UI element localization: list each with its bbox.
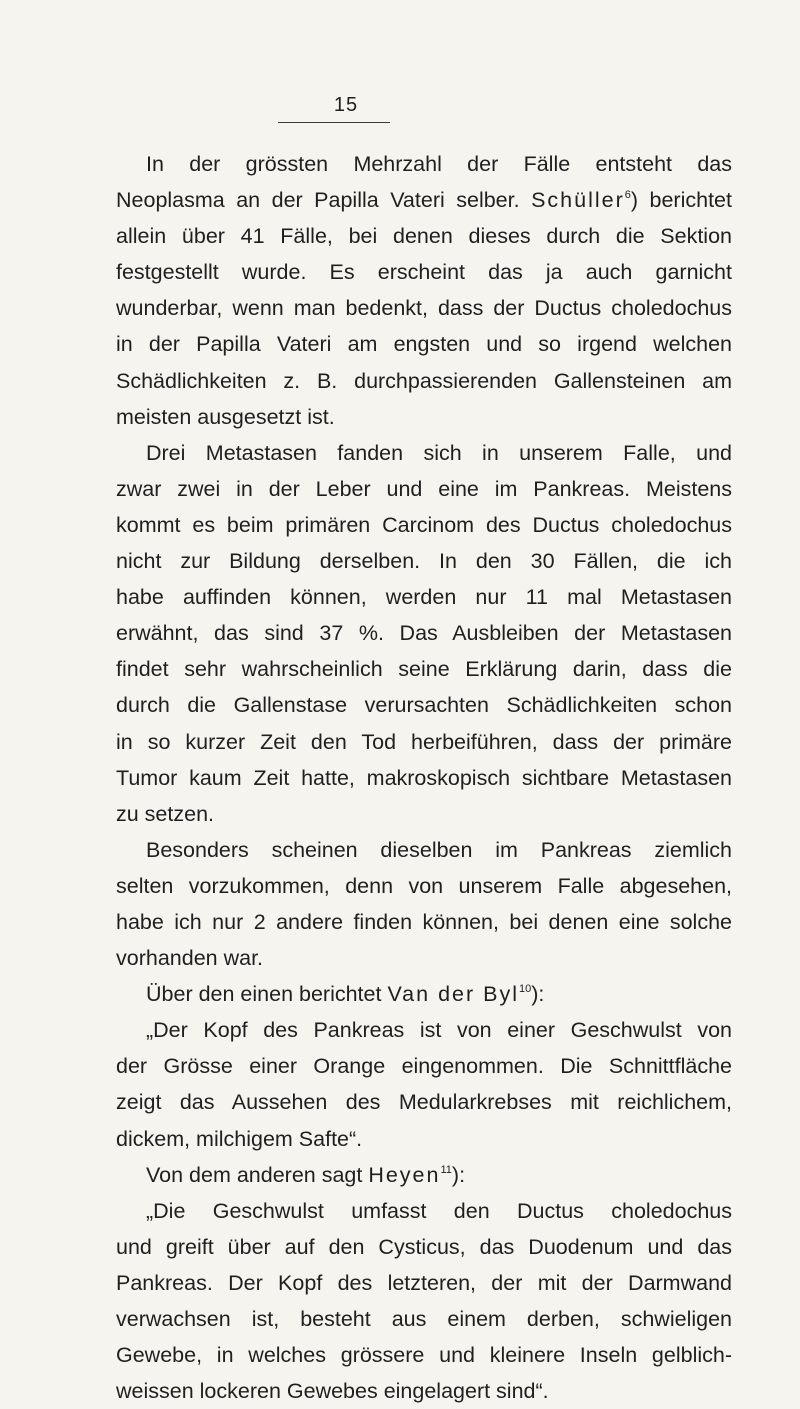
- text-line: „Der Kopf des Pankreas ist von einer Geschwulst von: [146, 1018, 732, 1043]
- text-line: „Die Geschwulst umfasst den Ductus choledochus: [146, 1198, 732, 1223]
- text-line: In der grössten Mehrzahl der Fälle entsteht das: [146, 152, 732, 176]
- text-line: Besonders scheinen dieselben im Pankreas ziemlich: [146, 837, 732, 862]
- author-name: Van der Byl: [387, 982, 519, 1007]
- text-line: habe auffinden können, werden nur 11 mal Metastasen: [116, 585, 732, 610]
- text-line: dickem, milchigem Safte“.: [116, 1126, 363, 1151]
- text-line: verwachsen ist, besteht aus einem derben, schwieligen: [116, 1307, 732, 1331]
- text-line: [116, 1157, 732, 1193]
- text-line: findet sehr wahrscheinlich seine Erklärung darin, dass die: [116, 657, 732, 682]
- text-segment: ) berichtet: [630, 188, 732, 213]
- text-line: nicht zur Bildung derselben. In den 30 Fällen, die ich: [116, 549, 732, 574]
- text-line: festgestellt wurde. Es erscheint das ja auch garnicht: [116, 260, 732, 285]
- text-line: [116, 182, 732, 218]
- text-segment: ):: [531, 982, 545, 1007]
- page-number: 15: [333, 94, 359, 116]
- text-line: habe ich nur 2 andere finden können, bei denen eine solche: [116, 909, 732, 934]
- text-segment: Neoplasma an der Papilla Vateri selber.: [116, 188, 532, 213]
- text-line: durch die Gallenstase verursachten Schädlichkeiten schon: [116, 693, 732, 718]
- text-line: wunderbar, wenn man bedenkt, dass der Ductus choledochus: [116, 296, 732, 321]
- text-line: zwar zwei in der Leber und eine im Pankreas. Meistens: [116, 476, 732, 501]
- author-name: Heyen: [368, 1162, 441, 1187]
- text-line: Gewebe, in welches grössere und kleinere Inseln gelblich-: [116, 1343, 732, 1368]
- text-segment: Über den einen berichtet: [146, 982, 388, 1007]
- text-line: in der Papilla Vateri am engsten und so irgend welchen: [116, 332, 732, 357]
- text-line: kommt es beim primären Carcinom des Ductus choledochus: [116, 512, 732, 537]
- footnote-ref: 10: [519, 983, 532, 996]
- text-line: [116, 976, 732, 1012]
- text-segment: Von dem anderen sagt: [146, 1162, 369, 1187]
- author-name: Schüller: [531, 188, 625, 213]
- text-line: weissen lockeren Gewebes eingelagert sind“.: [116, 1379, 549, 1404]
- text-line: meisten ausgesetzt ist.: [116, 404, 335, 429]
- footnote-ref: 6: [624, 189, 631, 202]
- text-line: Schädlichkeiten z. B. durchpassierenden Gallensteinen am: [116, 368, 732, 393]
- text-line: Drei Metastasen fanden sich in unserem Falle, und: [146, 440, 732, 465]
- text-line: erwähnt, das sind 37 %. Das Ausbleiben der Metastasen: [116, 621, 732, 646]
- text-segment: ):: [451, 1162, 466, 1187]
- text-line: zu setzen.: [116, 801, 214, 826]
- text-line: und greift über auf den Cysticus, das Duodenum und das: [116, 1234, 732, 1259]
- page-number-rule: [278, 122, 390, 123]
- body-text: [116, 146, 732, 1409]
- footnote-ref: 11: [440, 1163, 452, 1176]
- text-line: Pankreas. Der Kopf des letzteren, der mit der Darmwand: [116, 1270, 732, 1295]
- text-line: zeigt das Aussehen des Medularkrebses mit reichlichem,: [116, 1090, 732, 1115]
- text-line: vorhanden war.: [116, 946, 264, 971]
- text-line: Tumor kaum Zeit hatte, makroskopisch sichtbare Metastasen: [116, 765, 732, 790]
- text-line: allein über 41 Fälle, bei denen dieses durch die Sektion: [116, 224, 732, 249]
- text-line: der Grösse einer Orange eingenommen. Die Schnittfläche: [116, 1054, 732, 1079]
- text-line: in so kurzer Zeit den Tod herbeiführen, dass der primäre: [116, 729, 732, 754]
- text-line: selten vorzukommen, denn von unserem Falle abgesehen,: [116, 873, 732, 898]
